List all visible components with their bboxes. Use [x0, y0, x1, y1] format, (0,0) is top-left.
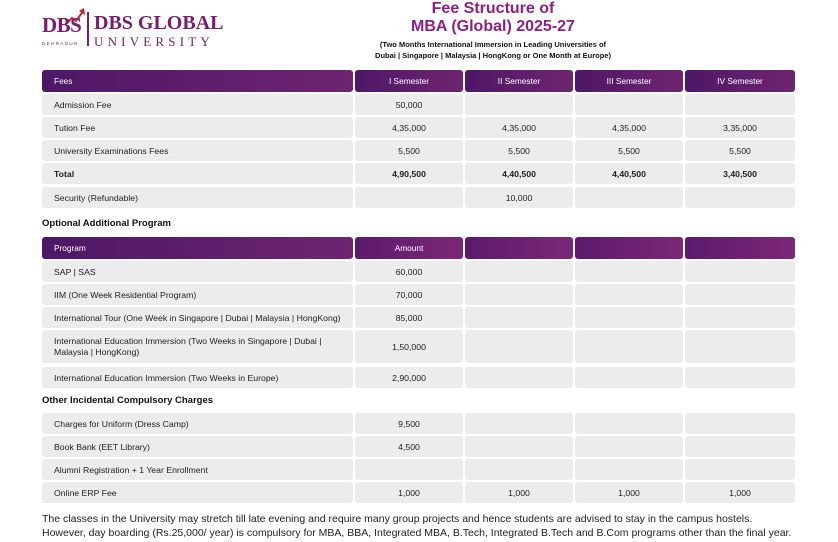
table-row [42, 140, 795, 161]
row-value [575, 307, 683, 328]
row-value [685, 307, 795, 328]
row-value: 5,500 [465, 140, 573, 161]
optional-table-header [42, 237, 795, 259]
row-value [575, 330, 683, 363]
logo-name: DBS GLOBAL [94, 12, 224, 34]
row-value: 1,50,000 [355, 330, 463, 363]
row-value: 3,35,000 [685, 117, 795, 138]
table-row [42, 94, 795, 115]
row-value: 3,40,500 [685, 163, 795, 184]
header-fees: Fees [42, 70, 353, 92]
row-label: Online ERP Fee [42, 482, 353, 503]
row-value: 4,90,500 [355, 163, 463, 184]
table-row [42, 436, 795, 457]
header-program: Program [42, 237, 353, 259]
row-value [685, 261, 795, 282]
table-row [42, 367, 795, 388]
row-label: Total [42, 163, 353, 184]
row-value [575, 284, 683, 305]
page-title: Fee Structure of [431, 0, 555, 17]
header-sem-1: I Semester [355, 70, 463, 92]
row-value: 50,000 [355, 94, 463, 115]
fees-table-header [42, 70, 795, 92]
row-value: 5,500 [355, 140, 463, 161]
header-sem-3: III Semester [575, 70, 683, 92]
hostel-note-line2: However, day boarding (Rs.25,000/ year) is compulsory for MBA, BBA, Integrated MBA, B.Tech, Integrated B.Tech and B.Com programs other than the final year. [42, 526, 792, 539]
logo-city: DEHRADUN [42, 41, 79, 46]
row-value: 4,40,500 [575, 163, 683, 184]
table-row [42, 459, 795, 480]
logo-university: UNIVERSITY [94, 34, 214, 49]
table-row [42, 330, 795, 363]
logo-dbs-mark: DBS [42, 13, 82, 37]
row-value: 1,000 [575, 482, 683, 503]
row-value: 85,000 [355, 307, 463, 328]
row-value: 5,500 [575, 140, 683, 161]
table-row [42, 284, 795, 305]
header-sem-2: II Semester [465, 70, 573, 92]
header-amount: Amount [355, 237, 463, 259]
row-value: 4,500 [355, 436, 463, 457]
row-value [465, 459, 573, 480]
header-blank [465, 237, 573, 259]
row-label: Security (Refundable) [42, 187, 353, 208]
program-subtitle-line1: (Two Months International Immersion in Leading Universities of [379, 40, 607, 49]
row-value [575, 459, 683, 480]
row-label: Tution Fee [42, 117, 353, 138]
row-value [575, 367, 683, 388]
row-value [685, 367, 795, 388]
row-value: 4,35,000 [575, 117, 683, 138]
row-value [685, 94, 795, 115]
row-label: International Education Immersion (Two Weeks in Europe) [42, 367, 353, 388]
row-value: 4,35,000 [465, 117, 573, 138]
row-value [465, 436, 573, 457]
row-value: 9,500 [355, 413, 463, 434]
row-value [355, 459, 463, 480]
table-row [42, 261, 795, 282]
row-label: International Education Immersion (Two Weeks in Singapore | Dubai | Malaysia | HongKong) [42, 330, 353, 363]
row-value [685, 284, 795, 305]
program-title: MBA (Global) 2025-27 [411, 18, 575, 35]
table-row [42, 482, 795, 503]
row-value [355, 187, 463, 208]
row-value [685, 413, 795, 434]
header-blank [685, 237, 795, 259]
row-value: 5,500 [685, 140, 795, 161]
row-label: IIM (One Week Residential Program) [42, 284, 353, 305]
table-row [42, 117, 795, 138]
row-label: Alumni Registration + 1 Year Enrollment [42, 459, 353, 480]
program-subtitle-line2: Dubai | Singapore | Malaysia | HongKong or One Month at Europe) [375, 51, 611, 60]
row-value: 4,40,500 [465, 163, 573, 184]
row-value: 60,000 [355, 261, 463, 282]
logo-divider [87, 12, 89, 46]
row-value [575, 94, 683, 115]
row-value: 1,000 [465, 482, 573, 503]
row-value [575, 413, 683, 434]
row-label: Charges for Uniform (Dress Camp) [42, 413, 353, 434]
row-label: Book Bank (EET Library) [42, 436, 353, 457]
incidental-charges-heading: Other Incidental Compulsory Charges [42, 395, 214, 406]
row-value [465, 413, 573, 434]
row-value: 70,000 [355, 284, 463, 305]
row-value: 1,000 [685, 482, 795, 503]
row-value [465, 284, 573, 305]
row-value: 4,35,000 [355, 117, 463, 138]
row-label: SAP | SAS [42, 261, 353, 282]
row-value [685, 459, 795, 480]
row-label: International Tour (One Week in Singapore | Dubai | Malaysia | HongKong) [42, 307, 353, 328]
header-blank [575, 237, 683, 259]
row-value [575, 187, 683, 208]
header-sem-4: IV Semester [685, 70, 795, 92]
row-value [685, 330, 795, 363]
row-value [465, 94, 573, 115]
hostel-note-line1: The classes in the University may stretch till late evening and require many group projects and hence students are advised to stay in the campus hostels. [42, 513, 753, 525]
row-value [685, 436, 795, 457]
row-label: Admission Fee [42, 94, 353, 115]
table-row [42, 187, 795, 208]
hostel-note [42, 513, 822, 540]
row-value: 10,000 [465, 187, 573, 208]
table-row [42, 307, 795, 328]
row-value: 1,000 [355, 482, 463, 503]
row-value [465, 261, 573, 282]
row-value [575, 436, 683, 457]
row-value: 2,90,000 [355, 367, 463, 388]
row-value [465, 367, 573, 388]
table-row [42, 413, 795, 434]
total-row [42, 163, 795, 184]
row-value [465, 307, 573, 328]
university-logo [42, 9, 232, 49]
row-value [465, 330, 573, 363]
row-value [575, 261, 683, 282]
optional-program-heading: Optional Additional Program [42, 218, 171, 229]
row-value [685, 187, 795, 208]
row-label: University Examinations Fees [42, 140, 353, 161]
